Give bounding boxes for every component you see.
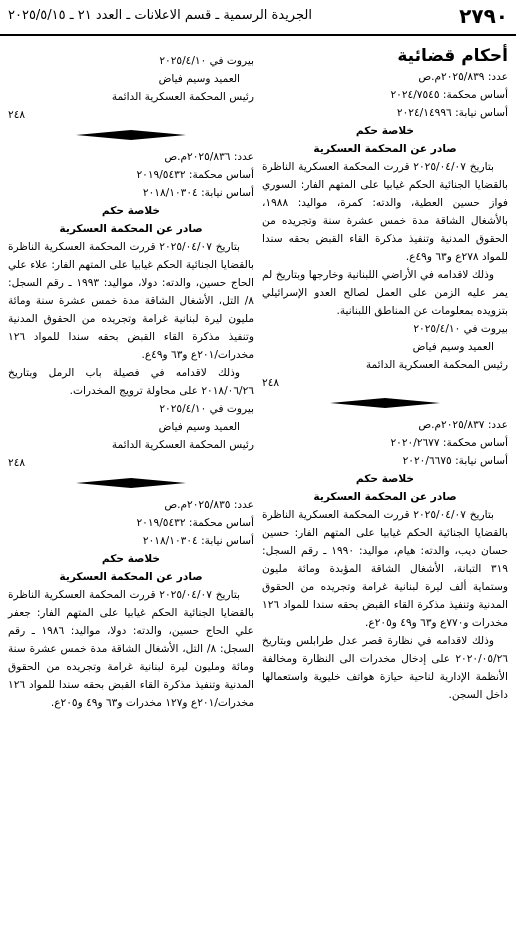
signature-date: بيروت في ٢٠٢٥/٤/١٠	[159, 55, 254, 67]
judgment-paragraph: بتاريخ ٢٠٢٥/٠٤/٠٧ قررت المحكمة العسكرية الناظرة بالقضايا الجنائية الحكم غيابيا على المتهم الفار: جعفر علي الحاج حسين، والدته: دولا، مواليد: ١٩٨٦ ـ رقم السجل: ٨/ التل، الأشغال الشاقة مدة خمس عشرة سنة ومائة ومليون ليرة لبنانية غرامة وتجريده من الحقوق المدنية وتنفيذ مذكرة القاء القبض بحقه سندا للمواد ١٢٦ مخدرات/٢٠١ع و١٢٧ مخدرات و٦٣ و٤٩ و٢٠٥ع.	[8, 589, 255, 709]
case-number: عدد: ٢٠٢٥/٨٣٧م.ص	[418, 419, 508, 431]
header-line: الجريدة الرسمية ـ قسم الاعلانات ـ العدد ٢١ ـ ٢٠٢٥/٥/١٥	[8, 8, 312, 23]
judgment-paragraph: بتاريخ ٢٠٢٥/٠٤/٠٧ قررت المحكمة العسكرية الناظرة بالقضايا الجنائية الحكم غيابيا على المتهم الفار: السوري فواز حسين العطية، والدته: كمرة، مواليد: ١٩٨٨، بالأشغال الشاقة مدة خمس عشرة سنة وتجريده من الحقوق المدنية وتنفيذ مذكرة القاء القبض بحقه سندا للمواد ٢٧٨ع و٦٣ و٤٩ع.	[262, 161, 508, 263]
page-header	[0, 0, 516, 36]
signature-title: رئيس المحكمة العسكرية الدائمة	[111, 439, 254, 451]
page-number: ٢٧٩٠	[459, 4, 508, 28]
signature-name: العميد وسيم فياض	[412, 341, 494, 353]
court-basis: أساس محكمة: ٢٠١٩/٥٤٣٢	[136, 169, 254, 181]
judgment-paragraph: وذلك لاقدامه في نظارة قصر عدل طرابلس وبتاريخ ٢٠٢٠/٠٥/٢٦ على إدخال مخدرات الى النظارة ومخالفة الأنظمة الإدارية لناحية حيازة هواتف خليوية واستعمالها داخل السجن.	[262, 635, 508, 701]
judgment-paragraph: بتاريخ ٢٠٢٥/٠٤/٠٧ قررت المحكمة العسكرية الناظرة بالقضايا الجنائية الحكم غيابيا على المتهم الفار: علاء علي الحاج حسين، والدته: دولا، مواليد: ١٩٩٣ ـ رقم السجل: ٨/ التل، الأشغال الشاقة مدة خمس عشرة سنة ومائة مليون ليرة لبنانية غرامة وتجريده من الحقوق المدنية وتنفيذ مذكرة القاء القبض بحقه سندا للمواد ١٢٦ مخدرات/٢٠١ع و٦٣ و٤٩ع.	[8, 241, 255, 361]
separator-ornament	[330, 398, 440, 408]
judgment-paragraph: وذلك لاقدامه في فصيلة باب الرمل وبتاريخ ٢٠١٨/٠٦/٢٦ على محاولة ترويج المخدرات.	[8, 367, 254, 397]
prosecution-basis: أساس نيابة: ٢٠٢٠/٦٦٧٥	[402, 455, 508, 467]
signature-title: رئيس المحكمة العسكرية الدائمة	[111, 91, 254, 103]
court-basis: أساس محكمة: ٢٠٢٤/٧٥٤٥	[390, 89, 508, 101]
signature-date: بيروت في ٢٠٢٥/٤/١٠	[159, 403, 254, 415]
judgment-paragraph: بتاريخ ٢٠٢٥/٠٤/٠٧ قررت المحكمة العسكرية الناظرة بالقضايا الجنائية الحكم غيابيا على المتهم الفار: حسين حسان ديب، والدته: هيام، مواليد: ١٩٩٠ ـ رقم السجل: ٣١٩ التبانة، الأشغال الشاقة المؤبدة ومائة مليون وستماية ألف ليرة لبنانية غرامة وتجريده من الحقوق المدنية وتنفيذ مذكرة القاء القبض بحقه سندا للمواد ١٢٦ مخدرات و٧٧٠ع و٦٣ و٤٩ و٢٠٥ع.	[262, 509, 508, 629]
judgment-heading: خلاصة حكم	[355, 473, 415, 485]
signature-date: بيروت في ٢٠٢٥/٤/١٠	[413, 323, 508, 335]
court-heading: صادر عن المحكمة العسكرية	[313, 143, 457, 155]
judgment-heading: خلاصة حكم	[355, 125, 415, 137]
separator-ornament	[76, 478, 186, 488]
notice-number: ٢٤٨	[8, 457, 26, 469]
judgment-heading: خلاصة حكم	[101, 553, 161, 565]
notice-number: ٢٤٨	[262, 377, 280, 389]
prosecution-basis: أساس نيابة: ٢٠١٨/١٠٣٠٤	[142, 187, 254, 199]
court-heading: صادر عن المحكمة العسكرية	[59, 223, 203, 235]
left-column	[8, 52, 254, 712]
signature-name: العميد وسيم فياض	[158, 421, 240, 433]
judgment-heading: خلاصة حكم	[101, 205, 161, 217]
case-number: عدد: ٢٠٢٥/٨٣٩م.ص	[418, 71, 508, 83]
section-title: أحكام قضائية	[397, 46, 508, 66]
judgment-paragraph: وذلك لاقدامه في الأراضي اللبنانية وخارجها وبتاريخ لم يمر عليه الزمن على العمل لصالح العدو الإسرائيلي بتزويده بمعلومات عن المناطق اللبنانية.	[262, 269, 508, 317]
prosecution-basis: أساس نيابة: ٢٠٢٤/١٤٩٩٦	[396, 107, 508, 119]
case-number: عدد: ٢٠٢٥/٨٣٥م.ص	[164, 499, 254, 511]
court-heading: صادر عن المحكمة العسكرية	[313, 491, 457, 503]
right-column	[262, 44, 508, 704]
court-heading: صادر عن المحكمة العسكرية	[59, 571, 203, 583]
separator-ornament	[76, 130, 186, 140]
signature-title: رئيس المحكمة العسكرية الدائمة	[365, 359, 508, 371]
court-basis: أساس محكمة: ٢٠١٩/٥٤٣٢	[136, 517, 254, 529]
notice-number: ٢٤٨	[8, 109, 26, 121]
case-number: عدد: ٢٠٢٥/٨٣٦م.ص	[164, 151, 254, 163]
signature-name: العميد وسيم فياض	[158, 73, 240, 85]
court-basis: أساس محكمة: ٢٠٢٠/٢٦٧٧	[390, 437, 508, 449]
prosecution-basis: أساس نيابة: ٢٠١٨/١٠٣٠٤	[142, 535, 254, 547]
